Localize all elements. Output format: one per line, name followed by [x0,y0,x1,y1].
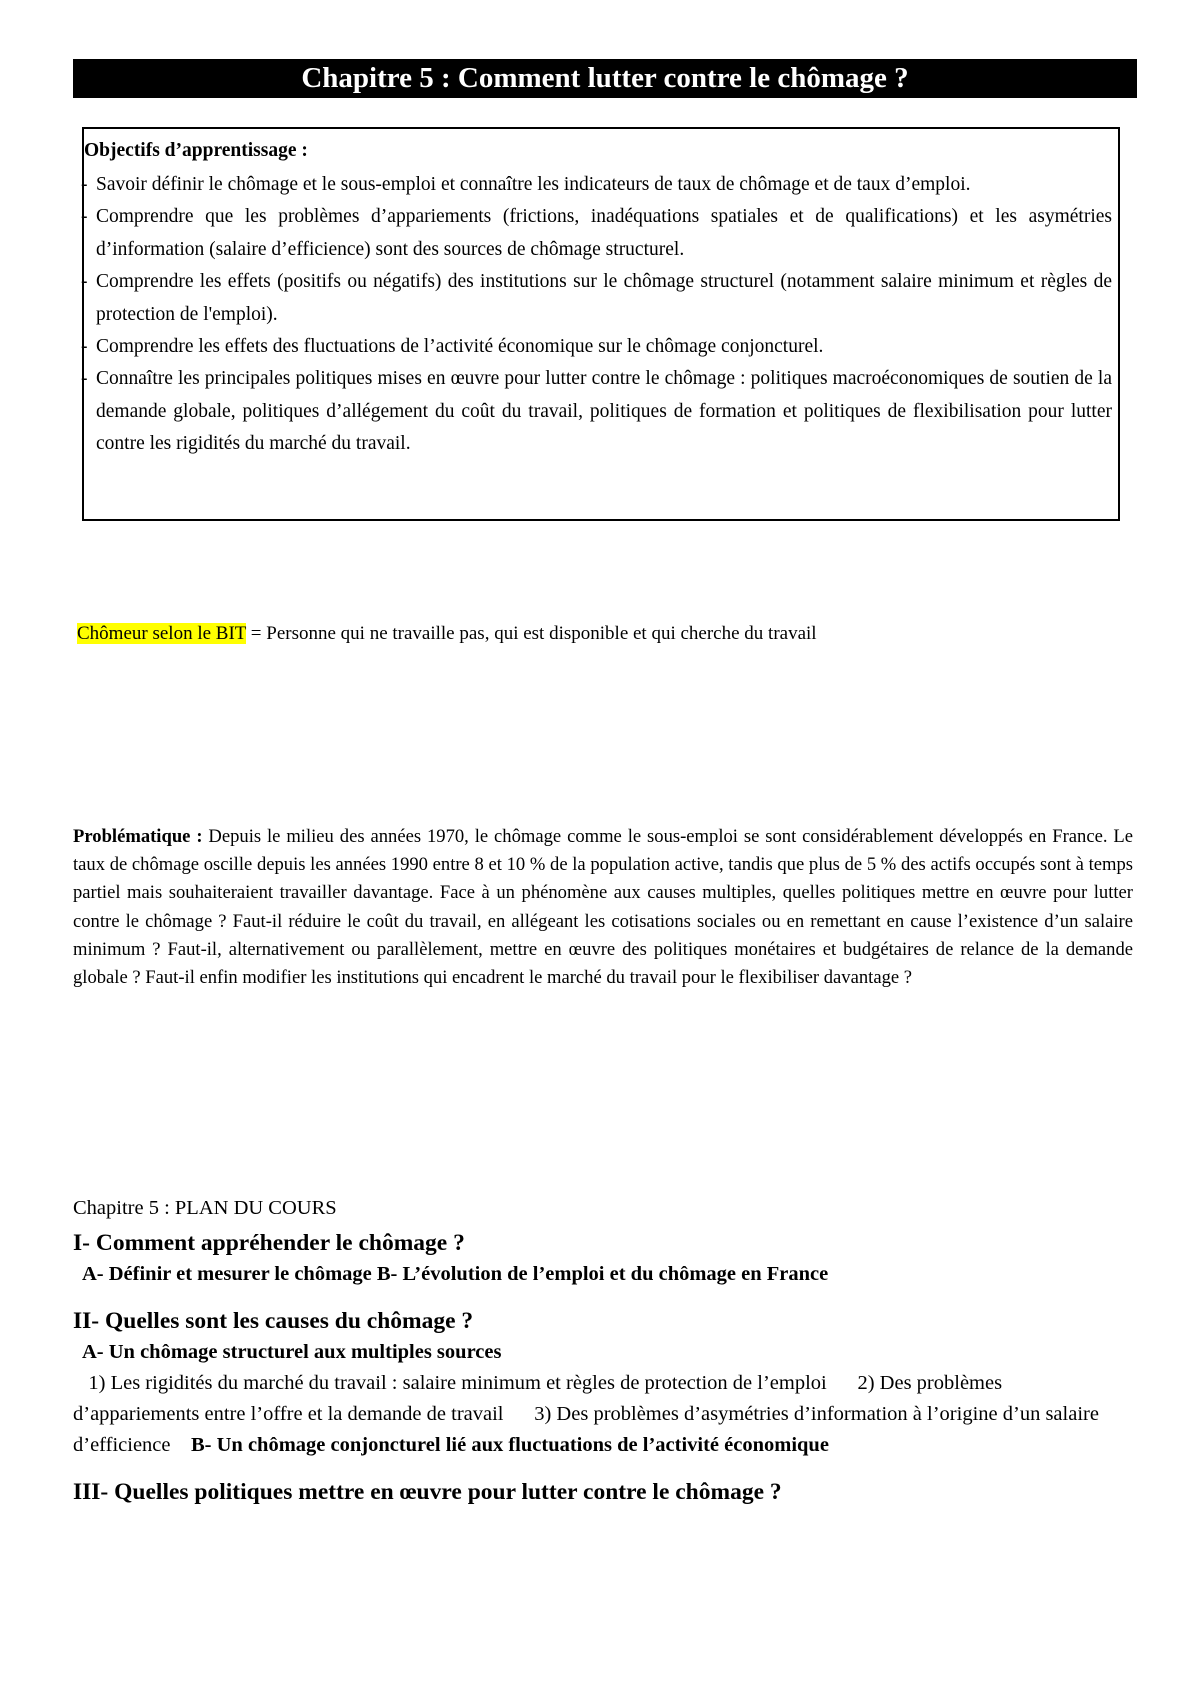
plan-part-2-points-text: 1) Les rigidités du marché du travail : salaire minimum et règles de protection de l’emploi 2) Des problèmes d’appariements entre l’offre et la demande de travail 3) Des problèmes d’asymétries d’information à l’origine d’un salaire d’efficience [73,1372,1105,1456]
page-title: Chapitre 5 : Comment lutter contre le chômage ? [73,59,1137,98]
plan-part-1-subsections: A- Définir et mesurer le chômage B- L’évolution de l’emploi et du chômage en France [82,1263,829,1285]
objective-text: Savoir définir le chômage et le sous-emploi et connaître les indicateurs de taux de chômage et de taux d’emploi. [96,174,971,195]
plan-part-1-heading: I- Comment appréhender le chômage ? [73,1230,465,1256]
objective-item [81,363,1112,460]
plan-part-2-heading: II- Quelles sont les causes du chômage ? [73,1308,474,1334]
objective-item [81,331,1112,363]
objectives-box [82,127,1120,521]
definition-term: Chômeur selon le BIT [77,623,247,644]
list-dash: - [81,174,88,195]
objective-text: Connaître les principales politiques mises en œuvre pour lutter contre le chômage : politiques macroéconomiques de soutien de la demande globale, politiques d’allégement du coût du travail, politiques de formation et politiques de flexibilisation pour lutter contre les rigidités du marché du travail. [96,368,1112,455]
objectives-heading: Objectifs d’apprentissage : [84,140,308,161]
problematique-text: Depuis le milieu des années 1970, le chômage comme le sous-emploi se sont considérablement développés en France. Le taux de chômage oscille depuis les années 1990 entre 8 et 10 % de la population active, tandis que plus de 5 % des actifs occupés sont à temps partiel mais souhaiteraient travailler davantage. Face à un phénomène aux causes multiples, quelles politiques mettre en œuvre pour lutter contre le chômage ? Faut-il réduire le coût du travail, en allégeant les cotisations sociales ou en remettant en cause l’existence d’un salaire minimum ? Faut-il, alternativement ou parallèlement, mettre en œuvre des politiques monétaires et budgétaires de relance de la demande globale ? Faut-il enfin modifier les institutions qui encadrent le marché du travail pour le flexibiliser davantage ? [73,826,1133,989]
objective-item [81,201,1112,266]
list-dash: - [81,206,88,228]
plan-part-2-subsection-a: A- Un chômage structurel aux multiples sources [82,1341,502,1363]
plan-title: Chapitre 5 : PLAN DU COURS [73,1197,337,1219]
plan-part-2-subsection-b: B- Un chômage conjoncturel lié aux fluctuations de l’activité économique [191,1434,829,1456]
problematique-label: Problématique : [73,826,203,847]
definition-line [77,621,817,647]
plan-part-3-heading: III- Quelles politiques mettre en œuvre pour lutter contre le chômage ? [73,1479,782,1505]
plan-part-2-points [73,1368,1133,1461]
list-dash: - [81,336,88,358]
objective-text: Comprendre les effets des fluctuations de l’activité économique sur le chômage conjoncturel. [96,336,824,358]
objective-item [81,169,1112,201]
objective-text: Comprendre que les problèmes d’appariements (frictions, inadéquations spatiales et de qualifications) et les asymétries d’information (salaire d’efficience) sont des sources de chômage structurel. [96,206,1112,260]
objective-text: Comprendre les effets (positifs ou négatifs) des institutions sur le chômage structurel (notamment salaire minimum et règles de protection de l'emploi). [96,271,1112,325]
list-dash: - [81,368,88,390]
list-dash: - [81,271,88,293]
course-plan [73,1195,1133,1508]
definition-text: = Personne qui ne travaille pas, qui est disponible et qui cherche du travail [246,623,817,644]
objective-item [81,266,1112,331]
problematique-paragraph [73,823,1133,992]
